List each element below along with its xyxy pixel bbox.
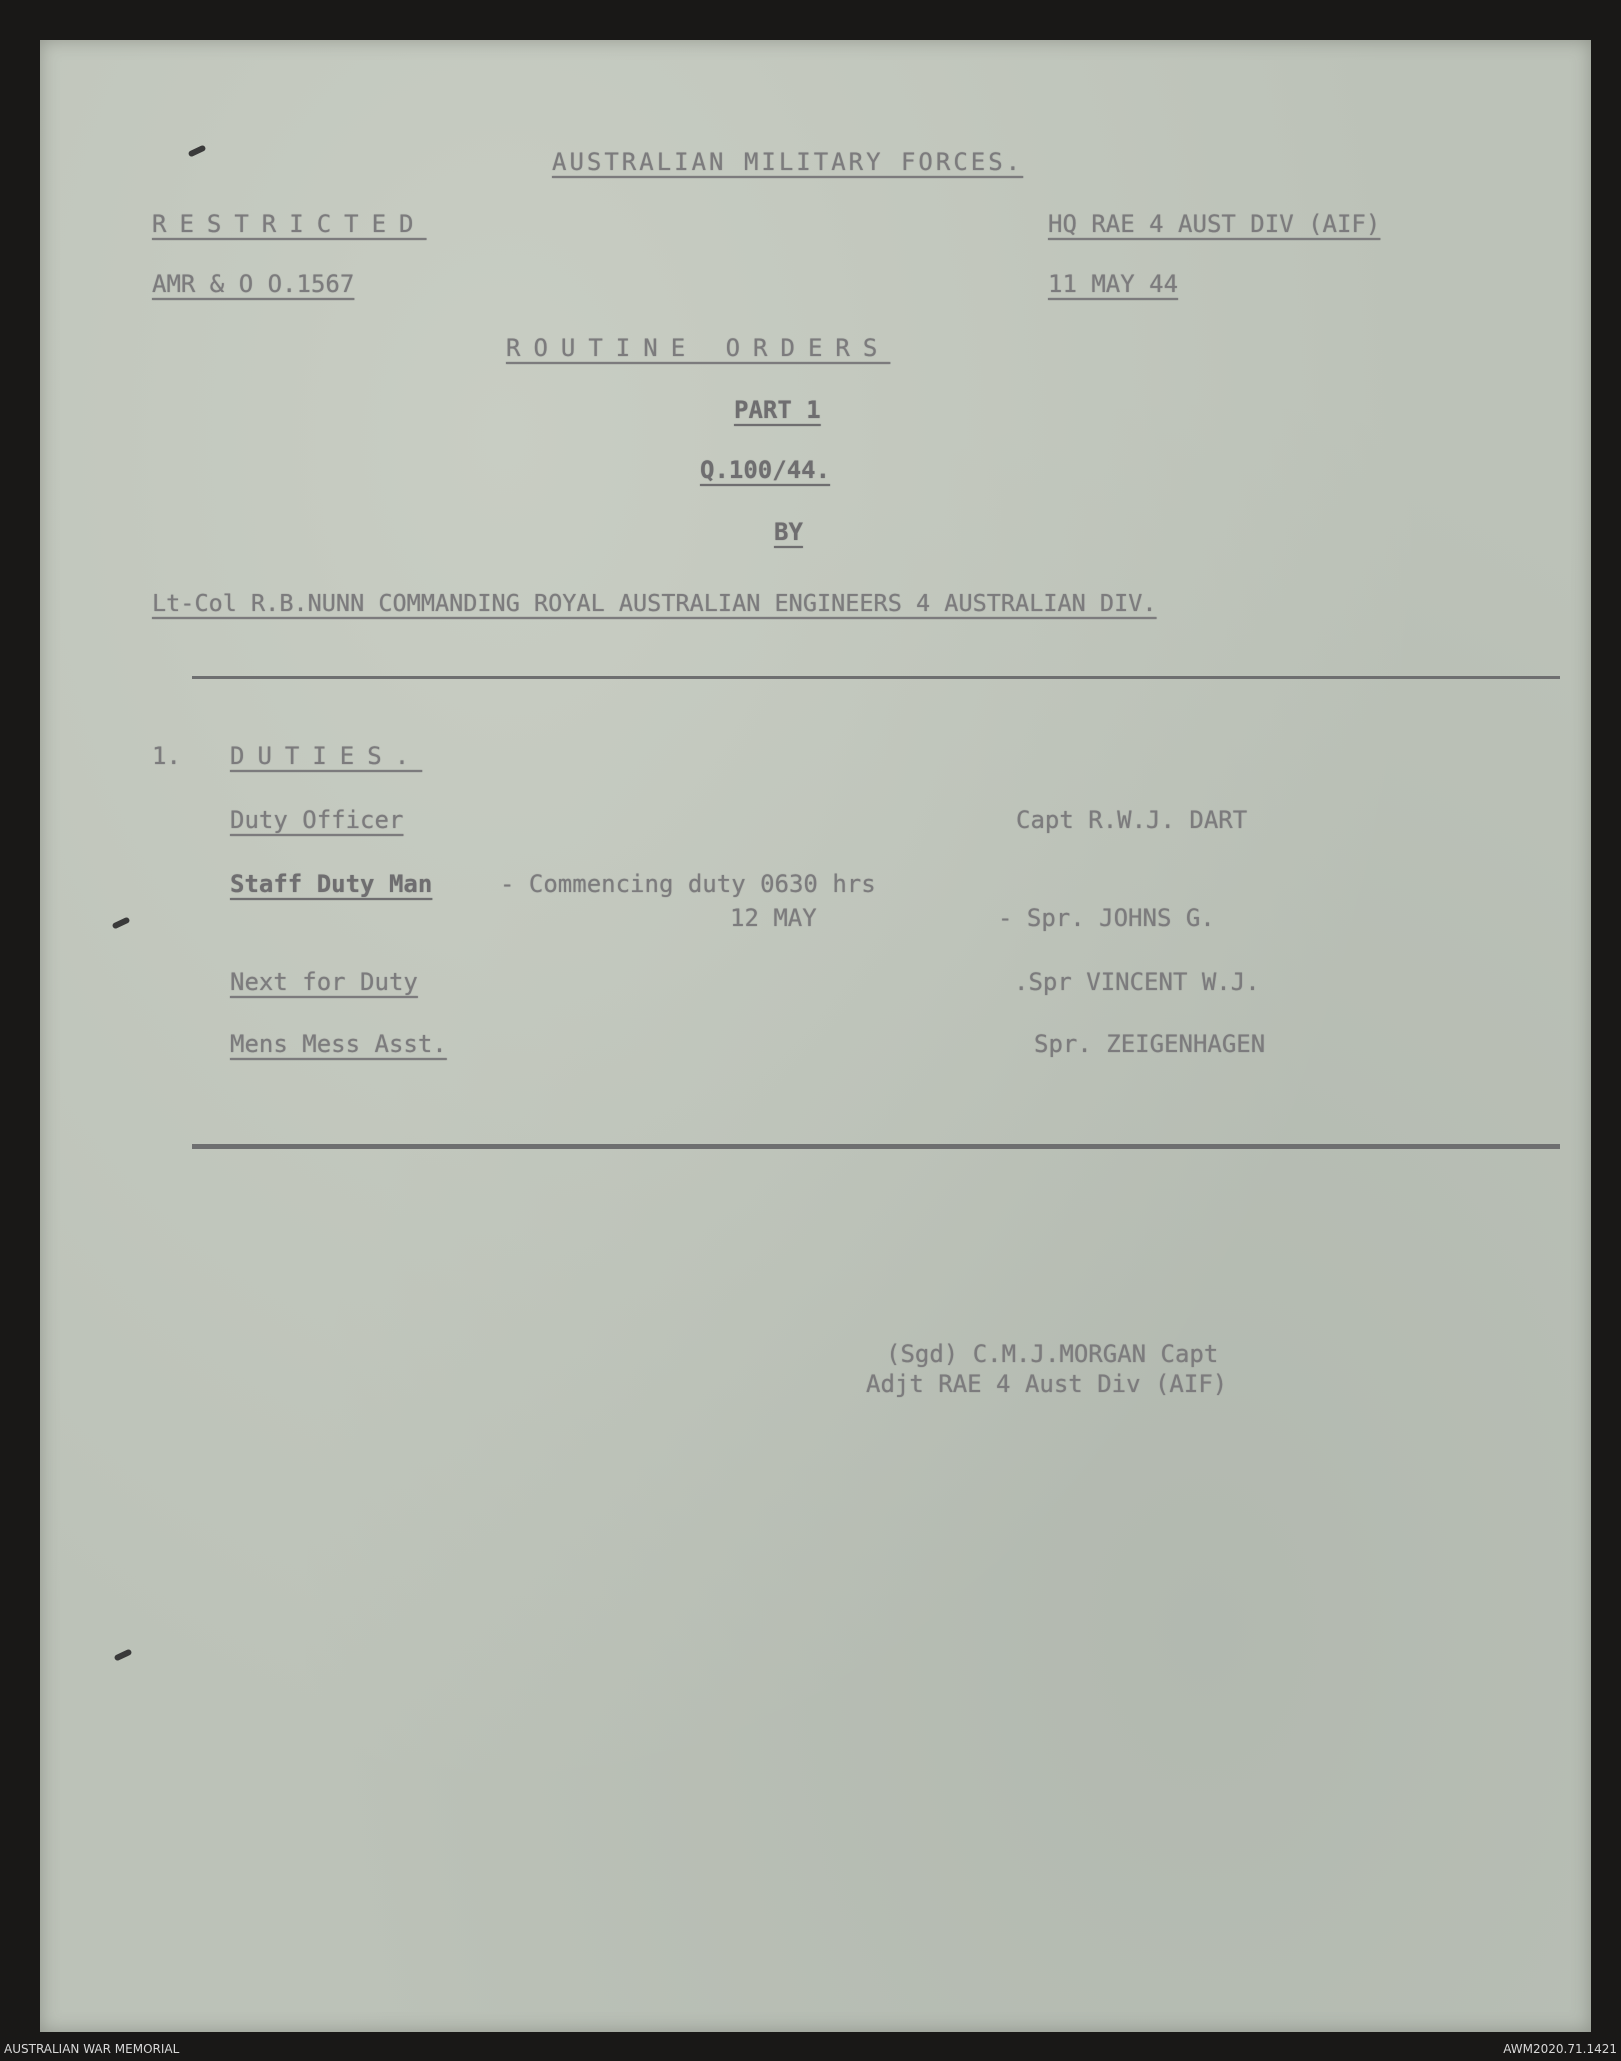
signature-line: (Sgd) C.M.J.MORGAN Capt [886,1340,1219,1368]
archive-reference: AWM2020.71.1421 [1503,2042,1617,2056]
ink-mark [114,1648,133,1661]
section-number: 1. [152,742,181,770]
divider [192,1144,1560,1149]
section-title: DUTIES. [230,742,423,770]
classification: RESTRICTED [152,210,427,238]
letterhead: AUSTRALIAN MILITARY FORCES. [552,148,1024,176]
headquarters: HQ RAE 4 AUST DIV (AIF) [1048,210,1381,238]
archive-credit: AUSTRALIAN WAR MEMORIAL [4,2042,180,2056]
duty-officer-label: Duty Officer [230,806,404,834]
next-for-duty-label: Next for Duty [230,968,418,996]
order-number: Q.100/44. [700,456,831,484]
signatory-title: Adjt RAE 4 Aust Div (AIF) [866,1370,1228,1398]
mens-mess-asst-name: Spr. ZEIGENHAGEN [1034,1030,1266,1058]
commanding-officer-line: Lt-Col R.B.NUNN COMMANDING ROYAL AUSTRALIAN ENGINEERS 4 AUSTRALIAN DIV. [152,589,1157,617]
staff-duty-date: 12 MAY [730,904,817,932]
divider [192,676,1560,679]
next-for-duty-name: .Spr VINCENT W.J. [1014,968,1260,996]
ink-mark [188,144,207,157]
staff-duty-man-name: - Spr. JOHNS G. [998,904,1215,932]
duty-officer-name: Capt R.W.J. DART [1016,806,1248,834]
document-heading: ROUTINE ORDERS [506,334,891,362]
mens-mess-asst-label: Mens Mess Asst. [230,1030,447,1058]
staff-duty-detail: - Commencing duty 0630 hrs [500,870,876,898]
part-label: PART 1 [734,396,821,424]
ink-mark [112,916,131,929]
document-page [40,40,1591,2032]
by-label: BY [774,518,803,546]
order-date: 11 MAY 44 [1048,270,1179,298]
staff-duty-man-label: Staff Duty Man [230,870,433,898]
order-reference: AMR & O O.1567 [152,270,355,298]
